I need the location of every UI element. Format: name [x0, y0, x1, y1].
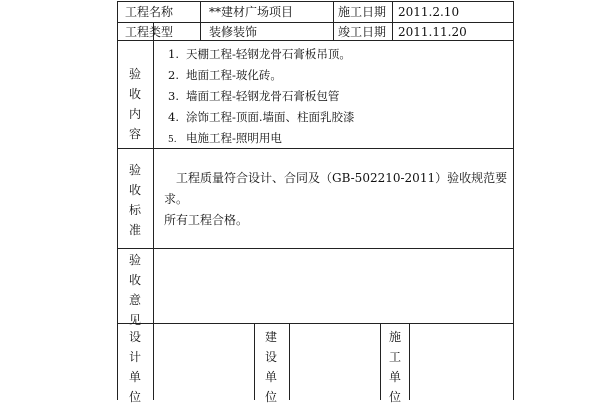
- design-unit-label: 设计单位: [128, 330, 141, 404]
- acceptance-standard-line1-text: 工程质量符合设计、合同及（GB-502210-2011）验收规范要求。: [164, 171, 508, 206]
- rule-right: [513, 1, 514, 400]
- builder-unit-label: 施工单位: [388, 330, 401, 404]
- start-date-label: 施工日期: [338, 5, 387, 19]
- acceptance-opinion-label: 验收意见: [128, 253, 141, 327]
- list-item-text: 涂饰工程-顶面.墙面、柱面乳胶漆: [186, 110, 355, 124]
- acceptance-standard-line1: [164, 168, 509, 210]
- list-item: [168, 86, 355, 107]
- project-name-value: **建材广场项目: [209, 5, 294, 19]
- rule-row1: [117, 22, 514, 23]
- list-item-number: 5.: [168, 135, 177, 145]
- rule-left: [117, 1, 118, 400]
- project-name-label: 工程名称: [125, 5, 174, 19]
- builder-unit-signature-field[interactable]: [410, 324, 513, 400]
- rule-top: [117, 1, 514, 2]
- acceptance-content-list: [168, 44, 355, 149]
- list-item-text: 天棚工程-轻钢龙骨石膏板吊顶。: [186, 47, 351, 61]
- list-item-number: 3.: [168, 89, 179, 103]
- project-type-value: 装修装饰: [209, 25, 258, 39]
- rule-header-col2: [333, 1, 334, 41]
- list-item-number: 1.: [168, 47, 179, 61]
- list-item: [168, 44, 355, 65]
- construction-unit-signature-field[interactable]: [290, 324, 380, 400]
- completion-date-label: 竣工日期: [338, 25, 387, 39]
- acceptance-opinion-field[interactable]: [154, 249, 513, 323]
- construction-unit-label: 建设单位: [264, 330, 277, 404]
- acceptance-standard-label: 验收标准: [128, 163, 141, 237]
- completion-date-value: 2011.11.20: [398, 25, 467, 39]
- list-item-number: 2.: [168, 68, 179, 82]
- acceptance-content-label: 验收内容: [128, 67, 141, 141]
- list-item: [168, 128, 355, 149]
- rule-header-col1: [200, 1, 201, 41]
- list-item-number: 4.: [168, 110, 179, 124]
- list-item-text: 电施工程-照明用电: [186, 131, 282, 145]
- start-date-value: 2011.2.10: [398, 5, 460, 19]
- project-type-label: 工程类型: [125, 25, 174, 39]
- rule-sign-col3: [380, 323, 381, 400]
- rule-header-col3: [392, 1, 393, 41]
- acceptance-standard-text: [164, 168, 509, 231]
- list-item-text: 地面工程-玻化砖。: [186, 68, 282, 82]
- rule-sign-col1: [254, 323, 255, 400]
- rule-row2: [117, 40, 514, 41]
- design-unit-signature-field[interactable]: [154, 324, 254, 400]
- acceptance-standard-line2: 所有工程合格。: [164, 213, 249, 227]
- list-item: [168, 65, 355, 86]
- list-item: [168, 107, 355, 128]
- list-item-text: 墙面工程-轻钢龙骨石膏板包管: [186, 89, 340, 103]
